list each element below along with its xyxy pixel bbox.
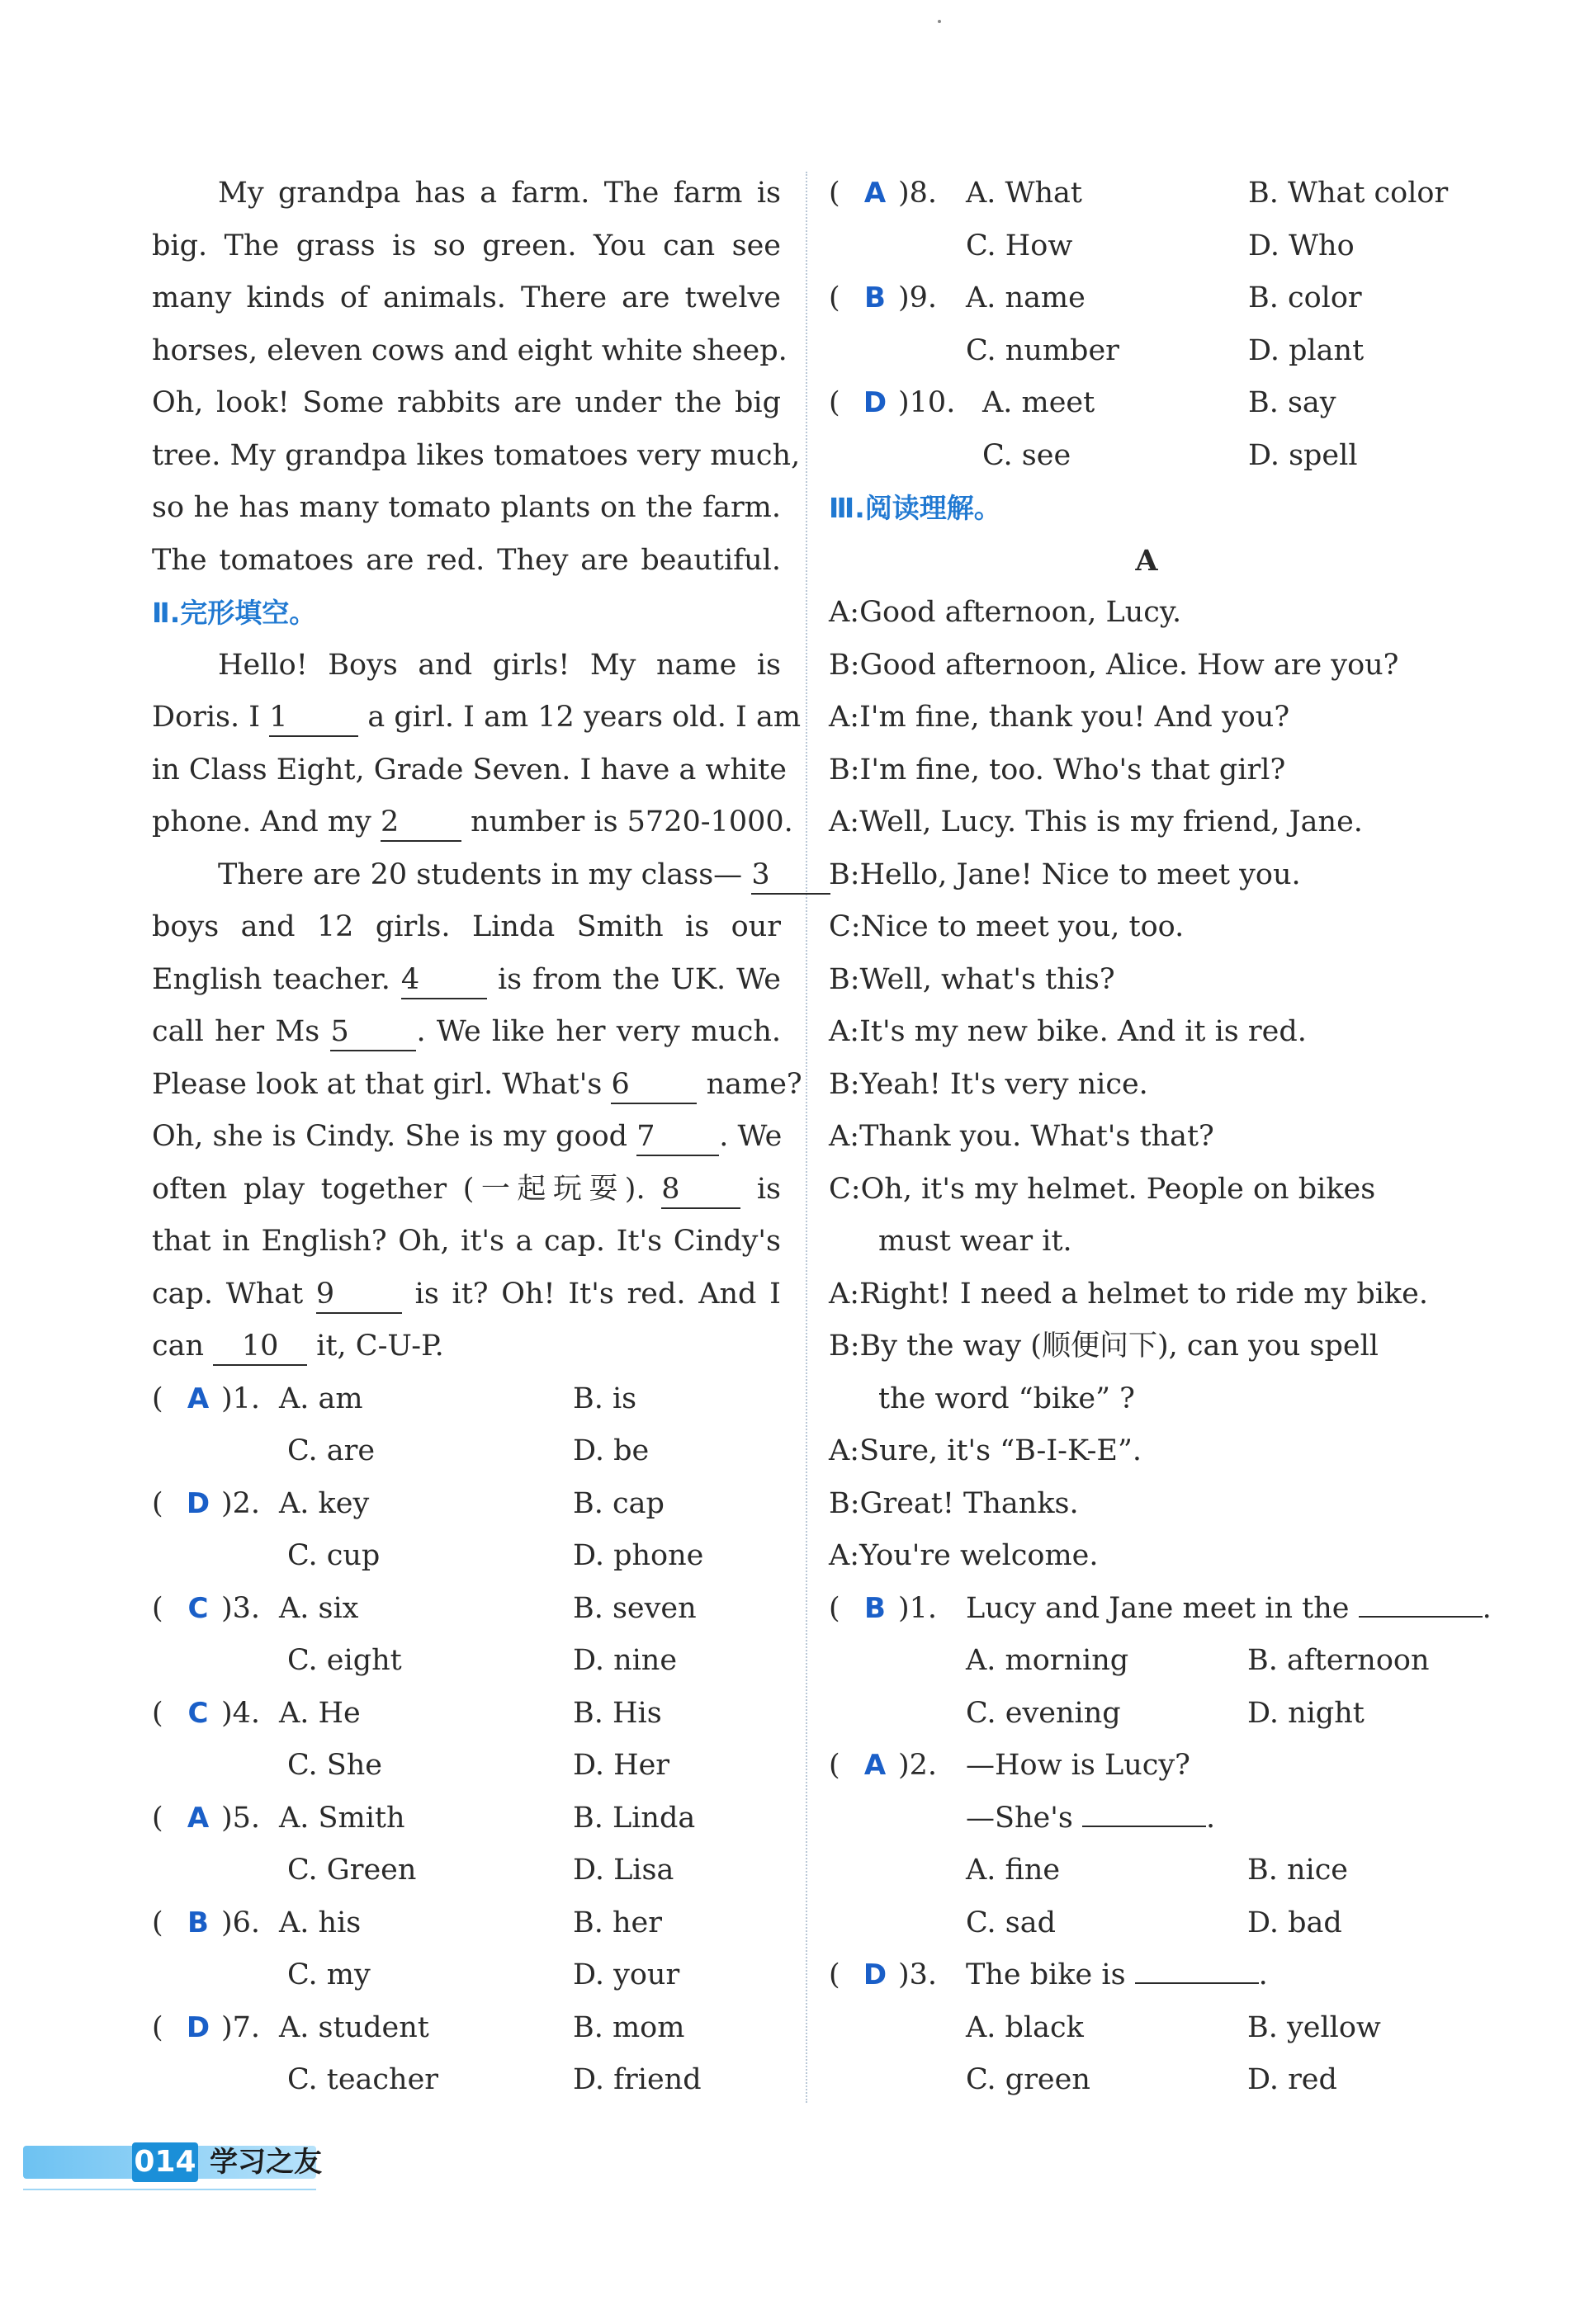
speaker: B:	[829, 1067, 860, 1101]
option-c: C. see	[982, 438, 1071, 472]
cloze-blank: 7	[636, 1118, 719, 1156]
speaker: A:	[829, 1277, 860, 1311]
cloze-text: name?	[706, 1067, 802, 1101]
question-stem: The bike is .	[966, 1949, 1268, 2002]
reading-question-options	[829, 2002, 1464, 2055]
speaker: B:	[829, 1330, 860, 1363]
reading-question: ( A )2. —How is Lucy?	[829, 1740, 1464, 1793]
cloze-blank: 10	[213, 1328, 307, 1366]
dialogue-line	[829, 1111, 1464, 1164]
cloze-text: . We	[719, 1120, 783, 1153]
answer-mark: D	[186, 1486, 210, 1520]
cloze-question-cont	[152, 1740, 781, 1793]
cloze-line: in Class Eight, Grade Seven. I have a white	[152, 753, 787, 786]
cloze-text: Please look at that girl. What's	[152, 1067, 603, 1101]
dialogue-line	[829, 587, 1464, 640]
option-a: A. six	[279, 1591, 359, 1625]
answer-mark: A	[863, 1749, 887, 1782]
dialogue-line	[829, 1478, 1464, 1531]
option-c: C. evening	[966, 1696, 1121, 1730]
passage-line: The tomatoes are red. They are beautiful.	[152, 543, 781, 577]
option-a: A. key	[279, 1486, 370, 1520]
passage-line: My grandpa has a farm. The farm is	[218, 177, 781, 210]
answer-mark: B	[864, 281, 886, 314]
page-number: 014	[132, 2142, 198, 2182]
cloze-line	[152, 796, 793, 849]
passage-line: many kinds of animals. There are twelve	[152, 281, 781, 314]
option-c: C. teacher	[287, 2063, 439, 2096]
speaker: A:	[829, 1434, 860, 1467]
dialogue-line-cont: must wear it.	[878, 1225, 1072, 1258]
cloze-line	[152, 1006, 781, 1059]
cloze-line	[152, 1320, 781, 1373]
option-d: D. Lisa	[573, 1854, 674, 1887]
cloze-text: is	[756, 1172, 781, 1206]
utterance: Oh, it's my helmet. People on bikes	[860, 1172, 1376, 1206]
utterance: I'm fine, thank you! And you?	[859, 701, 1290, 734]
utterance: Sure, it's “B-I-K-E”.	[859, 1434, 1142, 1467]
utterance: I'm fine, too. Who's that girl?	[859, 753, 1286, 786]
cloze-question-cont	[152, 1845, 781, 1897]
dialogue-line	[829, 1425, 1464, 1478]
speaker: B:	[829, 753, 860, 786]
passage-line: horses, eleven cows and eight white sheep.	[152, 333, 788, 367]
option-a: A. am	[279, 1382, 363, 1415]
utterance: Thank you. What's that?	[859, 1120, 1214, 1153]
option-c: C. number	[966, 333, 1119, 367]
option-b: B. seven	[573, 1591, 697, 1625]
cloze-text: cap. What	[152, 1277, 304, 1311]
cloze-question: ( C )4. A. He B. His	[152, 1688, 781, 1741]
utterance: Good afternoon, Alice. How are you?	[859, 648, 1399, 682]
cloze-blank: 6	[611, 1066, 697, 1104]
cloze-blank: 4	[401, 961, 487, 999]
dialogue-line	[829, 1320, 1464, 1373]
option-b: B. nice	[1247, 1854, 1349, 1887]
cloze-text: is from the UK. We	[497, 962, 781, 996]
option-b: B. cap	[573, 1486, 665, 1520]
option-a: A. his	[279, 1906, 362, 1939]
option-c: C. How	[966, 229, 1073, 262]
cloze-question: ( C )3. A. six B. seven	[152, 1583, 781, 1636]
option-c: C. cup	[287, 1539, 381, 1572]
cloze-line: Hello! Boys and girls! My name is	[218, 648, 781, 682]
answer-blank	[1359, 1586, 1483, 1618]
utterance: Hello, Jane! Nice to meet you.	[859, 857, 1301, 891]
option-a: A. name	[966, 281, 1086, 314]
cloze-blank: 2	[381, 804, 461, 842]
cloze-question: ( D )7. A. student B. mom	[152, 2002, 781, 2055]
passage-line: tree. My grandpa likes tomatoes very much,	[152, 438, 801, 472]
utterance: Well, what's this?	[859, 962, 1115, 996]
answer-mark: C	[187, 1696, 209, 1730]
book-title: 学习之友	[210, 2146, 322, 2179]
option-d: D. bad	[1247, 1906, 1342, 1939]
cloze-text: Doris. I	[152, 701, 261, 734]
option-b: B. mom	[573, 2010, 685, 2044]
reading-part-label: A	[1135, 543, 1158, 578]
speaker: B:	[829, 962, 860, 996]
dialogue-line	[829, 1006, 1464, 1059]
reading-question: ( D )3. The bike is .	[829, 1949, 1464, 2002]
option-d: D. nine	[573, 1644, 678, 1677]
option-d: D. be	[573, 1434, 650, 1467]
cloze-question-cont	[829, 325, 1464, 378]
option-d: D. night	[1247, 1696, 1365, 1730]
option-b: B. afternoon	[1247, 1644, 1430, 1677]
answer-blank	[1135, 1953, 1259, 1984]
reading-question-options	[829, 1635, 1464, 1688]
cloze-question: ( D )10. A. meet B. say	[829, 377, 1464, 430]
option-c: C. my	[287, 1958, 371, 1991]
reading-question-cont	[829, 1793, 1464, 1845]
cloze-blank: 3	[751, 857, 830, 895]
cloze-text: English teacher.	[152, 962, 390, 996]
cloze-text: phone. And my	[152, 805, 371, 838]
cloze-text: often play together (一起玩耍).	[152, 1172, 646, 1206]
answer-mark: B	[864, 1591, 886, 1625]
option-b: B. color	[1248, 281, 1362, 314]
option-c: C. She	[287, 1749, 383, 1782]
cloze-question: ( A )5. A. Smith B. Linda	[152, 1793, 781, 1845]
cloze-text: call her Ms	[152, 1015, 320, 1048]
option-d: D. red	[1247, 2063, 1337, 2096]
option-d: D. plant	[1248, 333, 1365, 367]
cloze-text: is it? Oh! It's red. And I	[414, 1277, 781, 1311]
cloze-question-cont	[152, 1949, 781, 2002]
speaker: B:	[829, 857, 860, 891]
passage-line: Oh, look! Some rabbits are under the big	[152, 386, 781, 419]
reading-question-options	[829, 1688, 1464, 1741]
answer-mark: A	[863, 177, 887, 210]
cloze-line	[152, 692, 802, 744]
option-a: A. He	[279, 1696, 361, 1730]
dialogue-line	[829, 1530, 1464, 1583]
cloze-question-cont	[829, 430, 1464, 483]
footer-rule	[23, 2189, 316, 2190]
cloze-text: it, C-U-P.	[316, 1330, 444, 1363]
option-b: B. say	[1248, 386, 1336, 419]
question-stem: —She's .	[966, 1793, 1215, 1845]
dialogue-line	[829, 849, 1464, 902]
dialogue-line	[829, 692, 1464, 744]
utterance: Yeah! It's very nice.	[859, 1067, 1148, 1101]
cloze-question: ( D )2. A. key B. cap	[152, 1478, 781, 1531]
section-title-cloze: Ⅱ.完形填空。	[152, 597, 317, 629]
cloze-question-cont	[152, 2054, 781, 2107]
option-c: C. are	[287, 1434, 376, 1467]
option-b: B. Linda	[573, 1801, 696, 1835]
answer-mark: D	[863, 1958, 887, 1991]
scan-dot	[938, 20, 941, 23]
cloze-question: ( A )1. A. am B. is	[152, 1373, 781, 1426]
cloze-line: that in English? Oh, it's a cap. It's Cindy's	[152, 1225, 781, 1258]
answer-mark: D	[186, 2010, 210, 2044]
option-a: A. What	[966, 177, 1082, 210]
utterance: It's my new bike. And it is red.	[859, 1015, 1307, 1048]
cloze-line	[152, 1059, 802, 1112]
utterance: You're welcome.	[859, 1539, 1099, 1572]
utterance: Great! Thanks.	[859, 1486, 1079, 1520]
option-d: D. spell	[1248, 438, 1358, 472]
speaker: A:	[829, 596, 860, 629]
cloze-question-cont	[152, 1635, 781, 1688]
passage-line: big. The grass is so green. You can see	[152, 229, 781, 262]
dialogue-line	[829, 1059, 1464, 1112]
option-b: B. What color	[1248, 177, 1449, 210]
dialogue-line	[829, 1268, 1464, 1321]
option-d: D. phone	[573, 1539, 704, 1572]
option-c: C. eight	[287, 1644, 402, 1677]
option-c: C. Green	[287, 1854, 417, 1887]
option-b: B. is	[573, 1382, 637, 1415]
speaker: A:	[829, 1015, 860, 1048]
cloze-line	[152, 1164, 781, 1216]
cloze-question: ( B )6. A. his B. her	[152, 1897, 781, 1950]
question-stem: Lucy and Jane meet in the .	[966, 1583, 1492, 1636]
cloze-line	[152, 954, 781, 1007]
answer-mark: C	[187, 1591, 209, 1625]
utterance: Well, Lucy. This is my friend, Jane.	[859, 805, 1363, 838]
cloze-text: number is 5720-1000.	[471, 805, 793, 838]
cloze-line: boys and 12 girls. Linda Smith is our	[152, 910, 781, 943]
option-a: A. fine	[966, 1854, 1061, 1887]
reading-question-options	[829, 2054, 1464, 2107]
option-a: A. morning	[966, 1644, 1129, 1677]
reading-question-options	[829, 1897, 1464, 1950]
option-c: C. green	[966, 2063, 1090, 2096]
answer-blank	[1082, 1796, 1206, 1827]
option-d: D. Who	[1248, 229, 1355, 262]
cloze-text: . We like her very much.	[416, 1015, 781, 1048]
dialogue-line	[829, 796, 1464, 849]
cloze-blank: 5	[330, 1013, 416, 1051]
cloze-question-cont	[152, 1530, 781, 1583]
option-d: D. Her	[573, 1749, 670, 1782]
speaker: A:	[829, 1120, 860, 1153]
cloze-text: There are 20 students in my class—	[218, 857, 743, 891]
option-a: A. student	[279, 2010, 429, 2044]
dialogue-line	[829, 901, 1464, 954]
option-b: B. yellow	[1247, 2010, 1381, 2044]
cloze-blank: 9	[316, 1276, 402, 1314]
utterance: Good afternoon, Lucy.	[859, 596, 1182, 629]
dialogue-line	[829, 744, 1464, 797]
dialogue-line-cont: the word “bike” ?	[878, 1382, 1135, 1415]
reading-question-options	[829, 1845, 1464, 1897]
option-a: A. Smith	[279, 1801, 405, 1835]
option-a: A. meet	[982, 386, 1095, 419]
option-b: B. His	[573, 1696, 662, 1730]
cloze-question-cont	[829, 220, 1464, 273]
dialogue-line	[829, 1164, 1464, 1216]
speaker: A:	[829, 805, 860, 838]
section-title-reading: Ⅲ.阅读理解。	[829, 492, 1001, 524]
left-column	[152, 168, 802, 2107]
cloze-text: can	[152, 1330, 205, 1363]
utterance: Right! I need a helmet to ride my bike.	[859, 1277, 1428, 1311]
option-a: A. black	[966, 2010, 1084, 2044]
utterance: Nice to meet you, too.	[860, 910, 1185, 943]
cloze-question: ( B )9. A. name B. color	[829, 272, 1464, 325]
cloze-line	[152, 1268, 781, 1321]
cloze-text: Oh, she is Cindy. She is my good	[152, 1120, 628, 1153]
option-d: D. your	[573, 1958, 680, 1991]
cloze-line	[152, 849, 781, 902]
right-column	[829, 168, 1492, 2107]
option-b: B. her	[573, 1906, 662, 1939]
option-d: D. friend	[573, 2063, 702, 2096]
utterance: By the way (顺便问下), can you spell	[859, 1330, 1379, 1363]
answer-mark: D	[863, 386, 887, 419]
answer-mark: A	[187, 1801, 210, 1835]
cloze-question: ( A )8. A. What B. What color	[829, 168, 1464, 220]
speaker: C:	[829, 1172, 861, 1206]
speaker: A:	[829, 701, 860, 734]
answer-mark: A	[187, 1382, 210, 1415]
cloze-question-cont	[152, 1425, 781, 1478]
passage-line: so he has many tomato plants on the farm.	[152, 491, 781, 524]
question-stem: —How is Lucy?	[966, 1749, 1190, 1782]
option-c: C. sad	[966, 1906, 1057, 1939]
speaker: B:	[829, 648, 860, 682]
reading-question: ( B )1. Lucy and Jane meet in the .	[829, 1583, 1464, 1636]
dialogue-line	[829, 954, 1464, 1007]
speaker: B:	[829, 1486, 860, 1520]
column-divider	[806, 172, 807, 2103]
answer-mark: B	[187, 1906, 209, 1939]
dialogue-line	[829, 640, 1464, 692]
cloze-blank: 8	[661, 1171, 740, 1209]
cloze-blank: 1	[269, 699, 358, 737]
cloze-line	[152, 1111, 781, 1164]
cloze-text: a girl. I am 12 years old. I am	[367, 701, 802, 734]
speaker: A:	[829, 1539, 860, 1572]
speaker: C:	[829, 910, 861, 943]
